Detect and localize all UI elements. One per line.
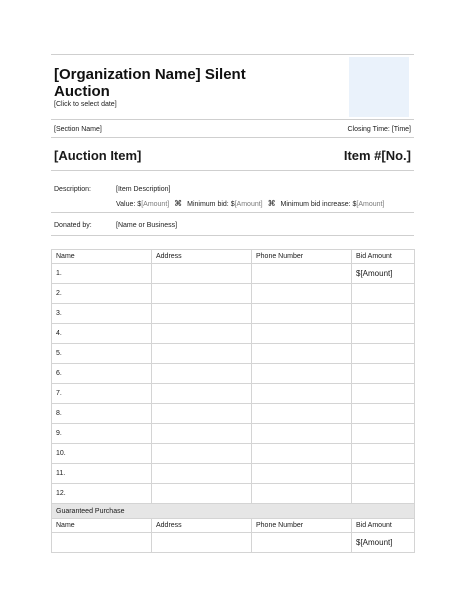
row-number[interactable]: 11. xyxy=(52,464,152,484)
phone-cell[interactable] xyxy=(252,404,352,424)
address-cell[interactable] xyxy=(152,484,252,504)
page-title: [Organization Name] Silent Auction xyxy=(54,66,246,100)
row-number[interactable]: 10. xyxy=(52,444,152,464)
table-row xyxy=(52,304,415,324)
separator-icon: ⌘ xyxy=(267,199,276,208)
item-divider xyxy=(51,170,414,171)
column-header-phone: Phone Number xyxy=(252,519,352,533)
column-header-address: Address xyxy=(152,250,252,264)
address-cell[interactable] xyxy=(152,264,252,284)
phone-cell[interactable] xyxy=(252,444,352,464)
bid-amount-cell[interactable] xyxy=(352,464,415,484)
min-increase-currency: $ xyxy=(352,201,357,208)
table-row xyxy=(52,464,415,484)
min-bid-label: Minimum bid: xyxy=(187,201,229,208)
phone-cell[interactable] xyxy=(252,344,352,364)
address-cell[interactable] xyxy=(152,344,252,364)
address-cell[interactable] xyxy=(152,424,252,444)
address-cell[interactable] xyxy=(152,464,252,484)
bids-table xyxy=(51,249,415,553)
bid-amount-cell[interactable] xyxy=(352,444,415,464)
phone-cell[interactable] xyxy=(252,464,352,484)
table-row xyxy=(52,284,415,304)
phone-cell[interactable] xyxy=(252,533,352,553)
phone-cell[interactable] xyxy=(252,424,352,444)
name-cell[interactable] xyxy=(52,533,152,553)
phone-cell[interactable] xyxy=(252,364,352,384)
guaranteed-row xyxy=(52,533,415,553)
table-row xyxy=(52,344,415,364)
min-bid-currency: $ xyxy=(230,201,235,208)
row-number[interactable]: 8. xyxy=(52,404,152,424)
donated-label: Donated by: xyxy=(54,222,92,229)
item-number[interactable]: Item #[No.] xyxy=(343,148,411,163)
bids-table-header xyxy=(52,250,415,264)
bid-amount-cell[interactable] xyxy=(352,284,415,304)
section-bottom-divider xyxy=(51,137,414,138)
bid-amount-cell[interactable] xyxy=(352,324,415,344)
closing-time xyxy=(347,126,411,133)
row-number[interactable]: 3. xyxy=(52,304,152,324)
address-cell[interactable] xyxy=(152,304,252,324)
address-cell[interactable] xyxy=(152,384,252,404)
details-divider xyxy=(51,212,414,213)
column-header-bid-amount: Bid Amount xyxy=(352,250,415,264)
address-cell[interactable] xyxy=(152,404,252,424)
logo-placeholder[interactable] xyxy=(349,57,409,117)
value-label: Value: xyxy=(116,201,136,208)
bid-amount-cell[interactable] xyxy=(352,484,415,504)
column-header-name: Name xyxy=(52,250,152,264)
row-number[interactable]: 4. xyxy=(52,324,152,344)
donated-divider xyxy=(51,235,414,236)
row-number[interactable]: 12. xyxy=(52,484,152,504)
min-increase-label: Minimum bid increase: xyxy=(280,201,351,208)
address-cell[interactable] xyxy=(152,324,252,344)
section-top-divider xyxy=(51,119,414,120)
table-row xyxy=(52,264,415,284)
row-number[interactable]: 5. xyxy=(52,344,152,364)
row-number[interactable]: 6. xyxy=(52,364,152,384)
address-cell[interactable] xyxy=(152,444,252,464)
bid-amount-cell[interactable] xyxy=(352,424,415,444)
bid-amount-cell[interactable] xyxy=(352,404,415,424)
table-row xyxy=(52,484,415,504)
bid-amount-cell[interactable] xyxy=(352,384,415,404)
phone-cell[interactable] xyxy=(252,324,352,344)
bid-amount-cell[interactable] xyxy=(352,344,415,364)
pricing-line xyxy=(116,199,384,208)
phone-cell[interactable] xyxy=(252,284,352,304)
guaranteed-purchase-label: Guaranteed Purchase xyxy=(52,504,415,519)
row-number[interactable]: 9. xyxy=(52,424,152,444)
table-row xyxy=(52,384,415,404)
address-cell[interactable] xyxy=(152,364,252,384)
bid-amount-cell[interactable] xyxy=(352,304,415,324)
donated-value[interactable]: [Name or Business] xyxy=(116,222,178,229)
value-amount[interactable]: [Amount] xyxy=(141,201,170,208)
guaranteed-table-header xyxy=(52,519,415,533)
bid-sheet-page xyxy=(51,0,414,600)
bid-amount-cell[interactable]: $[Amount] xyxy=(352,264,415,284)
column-header-address: Address xyxy=(152,519,252,533)
separator-icon: ⌘ xyxy=(174,199,183,208)
table-row xyxy=(52,364,415,384)
column-header-bid-amount: Bid Amount xyxy=(352,519,415,533)
closing-time-label: Closing Time: xyxy=(347,126,390,133)
phone-cell[interactable] xyxy=(252,304,352,324)
description-label: Description: xyxy=(54,186,91,193)
row-number[interactable]: 7. xyxy=(52,384,152,404)
column-header-phone: Phone Number xyxy=(252,250,352,264)
phone-cell[interactable] xyxy=(252,384,352,404)
column-header-name: Name xyxy=(52,519,152,533)
description-value[interactable]: [Item Description] xyxy=(116,186,171,193)
section-name[interactable]: [Section Name] xyxy=(54,126,102,133)
date-picker[interactable]: [Click to select date] xyxy=(54,101,117,108)
top-divider xyxy=(51,54,414,55)
guaranteed-purchase-header xyxy=(52,504,415,519)
table-row xyxy=(52,424,415,444)
min-bid-amount[interactable]: [Amount] xyxy=(234,201,263,208)
closing-time-value[interactable]: [Time] xyxy=(391,126,411,133)
auction-item-title[interactable]: [Auction Item] xyxy=(54,148,142,163)
value-currency: $ xyxy=(137,201,142,208)
table-row xyxy=(52,324,415,344)
table-row xyxy=(52,404,415,424)
table-row xyxy=(52,444,415,464)
address-cell[interactable] xyxy=(152,284,252,304)
phone-cell[interactable] xyxy=(252,484,352,504)
row-number[interactable]: 2. xyxy=(52,284,152,304)
min-increase-amount[interactable]: [Amount] xyxy=(356,201,385,208)
guaranteed-bid-amount[interactable]: $[Amount] xyxy=(352,533,415,553)
row-number[interactable]: 1. xyxy=(52,264,152,284)
phone-cell[interactable] xyxy=(252,264,352,284)
address-cell[interactable] xyxy=(152,533,252,553)
bid-amount-cell[interactable] xyxy=(352,364,415,384)
